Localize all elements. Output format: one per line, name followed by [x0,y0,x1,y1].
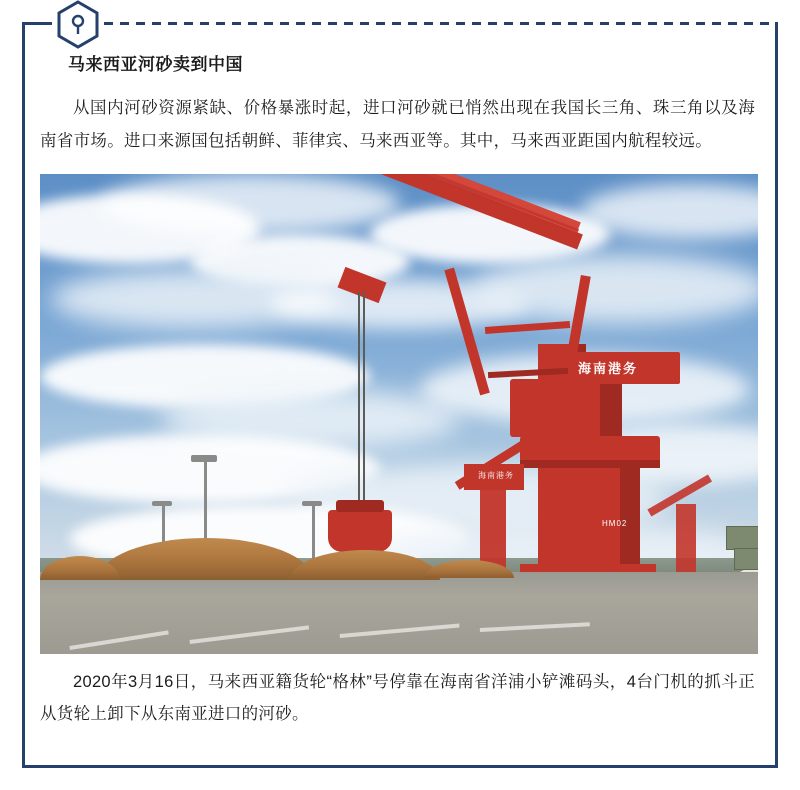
photo-caption: 2020年3月16日，马来西亚籍货轮“格林”号停靠在海南省洋浦小铲滩码头，4台门机的抓斗正从货轮上卸下从东南亚进口的河砂。 [40,672,755,723]
frame-border-top-dashed [88,22,778,25]
article-paragraph: 从国内河砂资源紧缺、价格暴涨时起，进口河砂就已悄然出现在我国长三角、珠三角以及海南省市场。进口来源国包括朝鲜、菲律宾、马来西亚等。其中，马来西亚距国内航程较远。 [40,98,755,150]
cargo-container-2 [734,548,758,570]
frame-border-right [775,22,778,768]
light-head-tall-2 [152,501,172,506]
page-title: 马来西亚河砂卖到中国 [68,55,243,74]
frame-border-bottom [22,765,778,768]
light-head-tall-3 [302,501,322,506]
crane-unit-label: HM02 [602,518,628,528]
hoist-cable [358,292,360,512]
crane-secondary-label: 海南港务 [478,470,514,480]
frame-border-left [22,22,25,768]
frame-border-top-left [22,22,52,25]
crane-brand-label: 海南港务 [578,360,639,376]
photo-scene [40,174,758,654]
cargo-container-1 [726,526,758,550]
crane-slew-platform [520,436,660,462]
article-content [40,40,760,730]
hoist-cable-2 [363,292,365,512]
grab-bucket [328,510,392,552]
light-head-tall-1 [191,455,217,462]
article-photo [40,174,758,654]
crane-slew-shadow [520,460,660,468]
crane-machine-house-shadow [600,382,622,437]
photo-ground [40,572,758,654]
grab-bucket-top [336,500,384,512]
